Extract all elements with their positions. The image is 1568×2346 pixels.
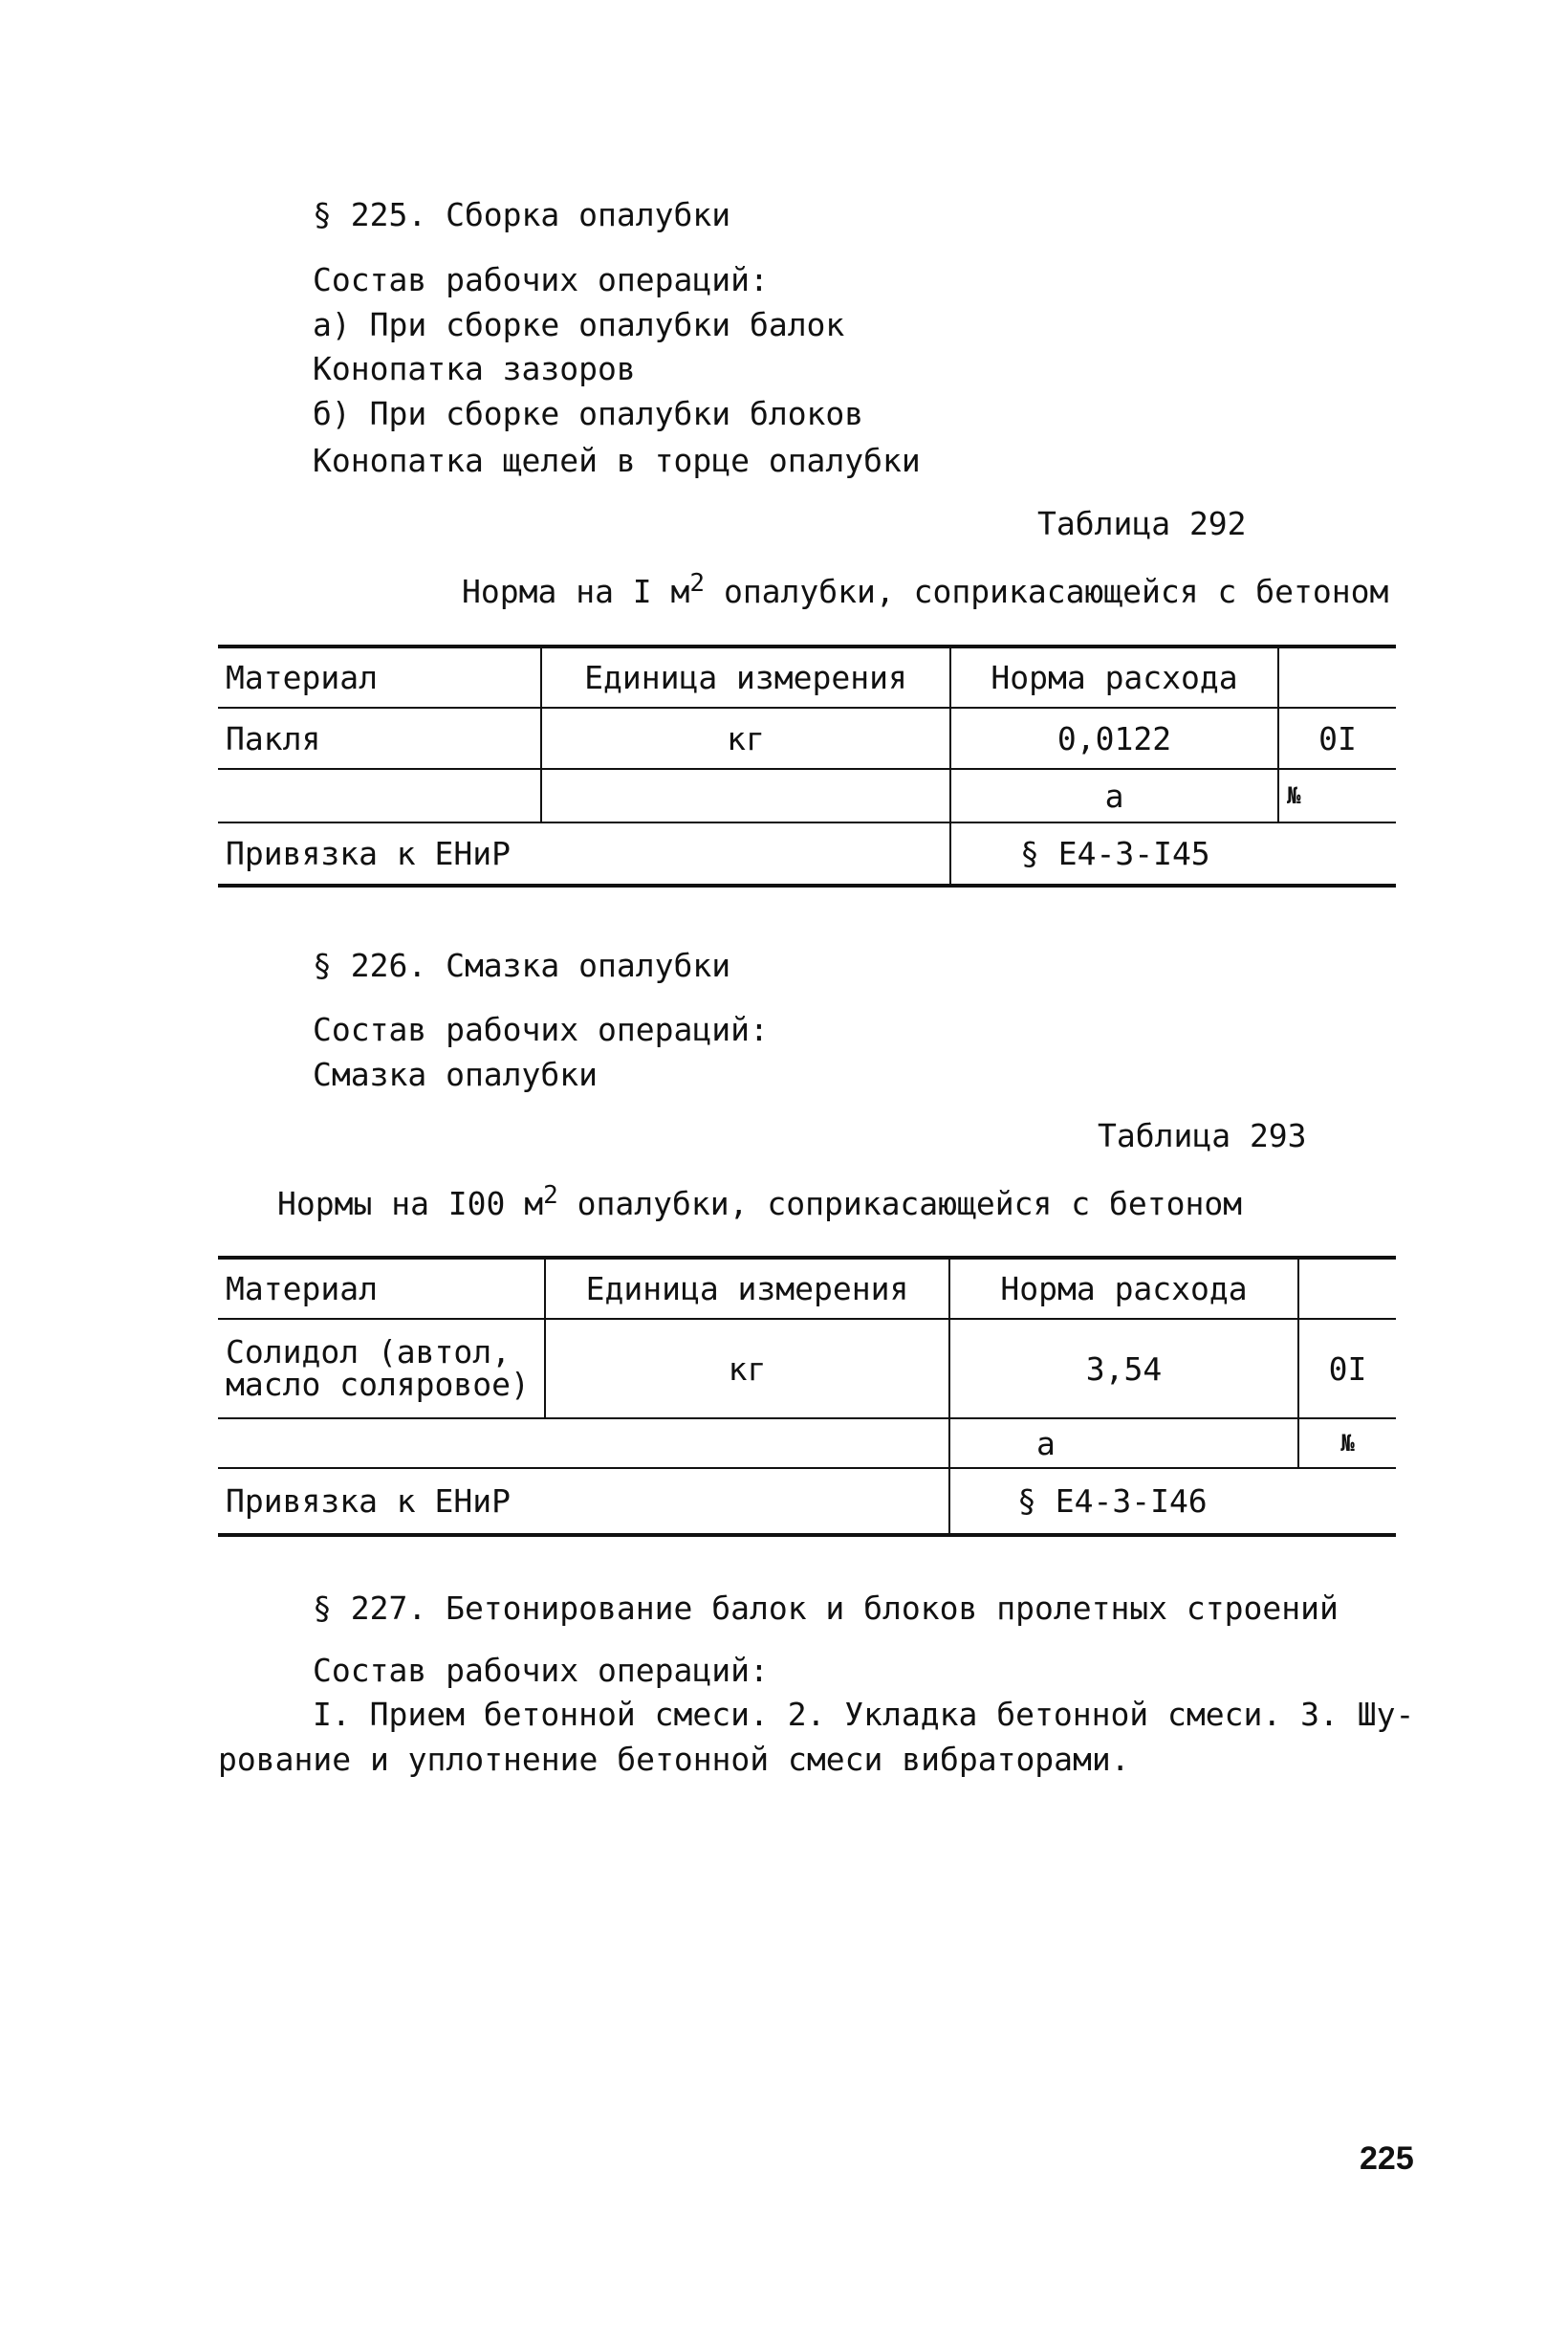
index-cell: а — [950, 769, 1278, 822]
header-cell — [1298, 1258, 1396, 1319]
header-cell: Норма расхода — [950, 647, 1278, 708]
page-number: 225 — [1360, 2140, 1414, 2177]
header-cell: Единица измерения — [541, 647, 950, 708]
caption-text: опалубки, соприкасающейся с бетоном — [557, 1185, 1243, 1222]
material-cell: Солидол (автол, масло соляровое) — [218, 1319, 545, 1418]
section-227-text-line: рование и уплотнение бетонной смеси вибраторами. — [218, 1741, 1130, 1778]
code-cell: 0I — [1278, 708, 1396, 769]
section-227-ops-title: Состав рабочих операций: — [313, 1652, 769, 1689]
index-cell — [218, 769, 541, 822]
section-225-op-line: Конопатка щелей в торце опалубки — [313, 442, 921, 479]
table-header-row — [218, 1258, 1396, 1319]
table-292 — [218, 645, 1396, 888]
header-cell: Материал — [218, 1258, 545, 1319]
section-226-ops-title: Состав рабочих операций: — [313, 1011, 769, 1048]
index-cell: а — [949, 1418, 1298, 1468]
caption-text: опалубки, соприкасающейся с бетоном — [705, 573, 1389, 610]
section-225-op-line: а) При сборке опалубки балок — [313, 306, 845, 343]
section-227-heading: § 227. Бетонирование балок и блоков пролетных строений — [313, 1590, 1339, 1627]
section-226-heading: § 226. Смазка опалубки — [313, 947, 731, 984]
header-cell: Материал — [218, 647, 541, 708]
binding-row — [218, 1468, 1396, 1535]
code-cell: 0I — [1298, 1319, 1396, 1418]
table-293-caption — [277, 1176, 1242, 1223]
section-225-ops-title: Состав рабочих операций: — [313, 261, 769, 298]
table-293-label: Таблица 293 — [1098, 1117, 1307, 1154]
caption-superscript: 2 — [543, 1181, 558, 1210]
table-292-caption — [462, 564, 1388, 611]
binding-value: § Е4-3-I45 — [950, 822, 1396, 886]
index-cell — [541, 769, 950, 822]
section-225-op-line: б) При сборке опалубки блоков — [313, 395, 864, 432]
section-227-text-line: I. Прием бетонной смеси. 2. Укладка бетонной смеси. 3. Шу- — [313, 1696, 1415, 1733]
index-cell: № — [1298, 1418, 1396, 1468]
norm-cell: 0,0122 — [950, 708, 1278, 769]
unit-cell: кг — [545, 1319, 949, 1418]
index-cell: № — [1278, 769, 1396, 822]
unit-cell: кг — [541, 708, 950, 769]
table-292-label: Таблица 292 — [1037, 505, 1247, 542]
caption-text: Нормы на I00 м — [277, 1185, 544, 1222]
binding-row — [218, 822, 1396, 886]
index-row — [218, 1418, 1396, 1468]
index-cell — [218, 1418, 949, 1468]
index-row — [218, 769, 1396, 822]
binding-label: Привязка к ЕНиР — [218, 822, 950, 886]
table-293 — [218, 1256, 1396, 1537]
table-header-row — [218, 647, 1396, 708]
table-row — [218, 708, 1396, 769]
binding-value: § Е4-3-I46 — [949, 1468, 1396, 1535]
caption-text: Норма на I м — [462, 573, 690, 610]
section-226-op-line: Смазка опалубки — [313, 1056, 599, 1093]
header-cell: Норма расхода — [949, 1258, 1298, 1319]
material-cell: Пакля — [218, 708, 541, 769]
header-cell: Единица измерения — [545, 1258, 949, 1319]
section-225-heading: § 225. Сборка опалубки — [313, 196, 731, 233]
caption-superscript: 2 — [689, 569, 706, 598]
binding-label: Привязка к ЕНиР — [218, 1468, 949, 1535]
header-cell — [1278, 647, 1396, 708]
norm-cell: 3,54 — [949, 1319, 1298, 1418]
section-225-op-line: Конопатка зазоров — [313, 350, 636, 387]
table-row — [218, 1319, 1396, 1418]
